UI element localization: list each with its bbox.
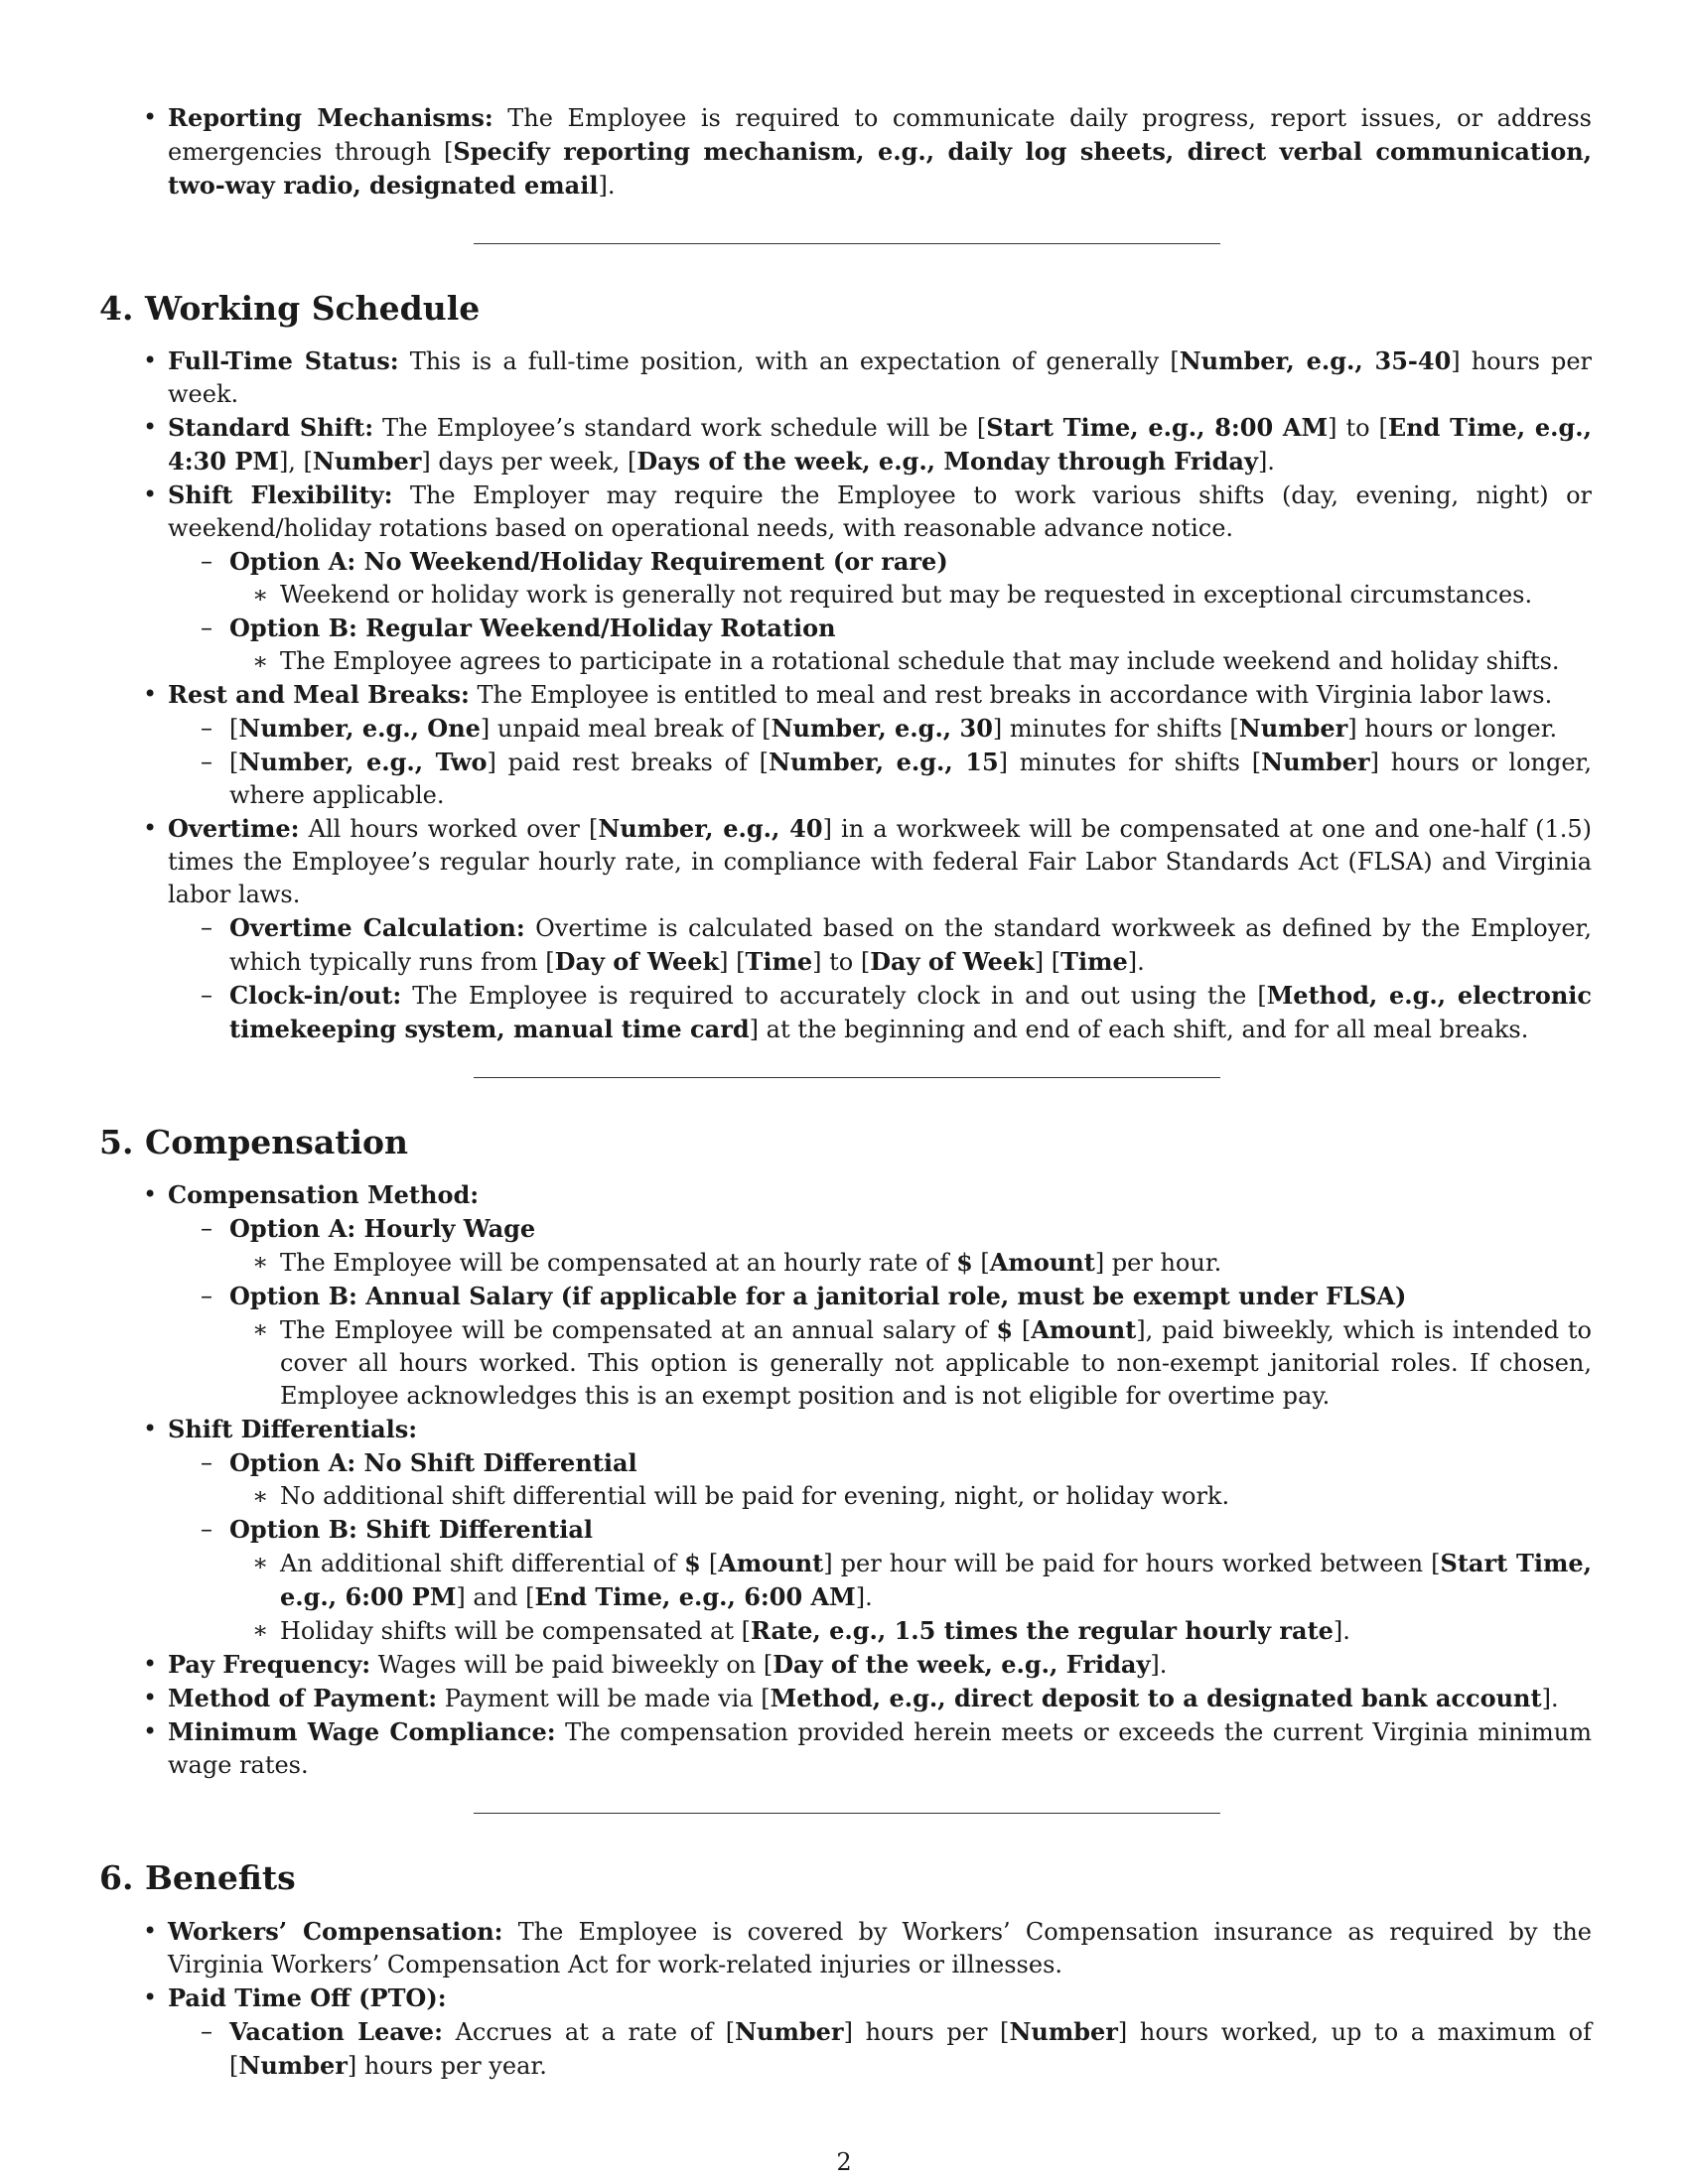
bold-text: Days of the week, e.g., Monday through Friday	[636, 447, 1258, 476]
bold-text: Amount	[989, 1248, 1095, 1277]
list-marker: •	[143, 1983, 158, 2011]
list-marker: –	[201, 614, 212, 641]
list-marker: ∗	[252, 1315, 269, 1343]
text-run: ].	[1127, 948, 1145, 976]
bold-text: Start Time, e.g., 8:00 AM	[986, 413, 1329, 442]
list-marker: •	[143, 480, 158, 508]
text-run: [	[1013, 1316, 1032, 1344]
text-run: ].	[1333, 1617, 1350, 1645]
text-run: Weekend or holiday work is generally not required but may be requested in exceptional circumstances.	[280, 581, 1533, 609]
option-b-salary-item	[201, 1280, 1592, 1313]
item-label: Reporting Mechanisms:	[168, 103, 493, 132]
bold-text: Number, e.g., 35-40	[1179, 346, 1452, 375]
option-b-differential-item	[201, 1513, 1592, 1547]
list-marker: •	[143, 1650, 158, 1678]
bold-text: Option A: Hourly Wage	[229, 1214, 536, 1243]
text-run: The Employee will be compensated at an annual salary of	[280, 1316, 997, 1344]
paid-time-off-item	[143, 1981, 1592, 2015]
list-item	[252, 1246, 1592, 1280]
bold-text: Number	[1009, 2017, 1118, 2046]
overtime-calculation-item	[201, 911, 1592, 979]
meal-break-item	[201, 712, 1592, 746]
bold-text: Pay Frequency:	[168, 1650, 371, 1679]
bold-text: Overtime Calculation:	[229, 913, 525, 942]
list-marker: •	[143, 1917, 158, 1945]
list-marker: –	[201, 981, 212, 1009]
reporting-mechanisms-item	[0, 101, 1688, 203]
bold-text: Number, e.g., 40	[598, 814, 823, 843]
option-a-weekend-item	[201, 545, 1592, 579]
list-item	[252, 1480, 1592, 1513]
text-run: [	[972, 1249, 990, 1277]
text-run: ] hours per year.	[347, 2052, 547, 2080]
bold-text: Shift Differentials:	[168, 1415, 418, 1443]
text-run: ] hours or longer, where applicable.	[229, 749, 1593, 809]
list-marker: ∗	[252, 1549, 269, 1576]
workers-compensation-item	[143, 1915, 1592, 1981]
bold-text: Workers’ Compensation:	[168, 1917, 503, 1946]
text-run: The compensation provided herein meets or exceeds the current Virginia minimum wage rates.	[168, 1718, 1592, 1779]
bold-text: $	[956, 1248, 973, 1277]
text-run: [	[229, 715, 239, 743]
bold-text: Rate, e.g., 1.5 times the regular hourly rate	[751, 1616, 1334, 1645]
list-marker: •	[143, 1415, 158, 1442]
text-run: The Employee will be compensated at an hourly rate of	[280, 1249, 957, 1277]
text-run: ] [	[1034, 948, 1061, 976]
bold-text: Day of Week	[554, 947, 720, 976]
text-run: ] days per week, [	[421, 448, 637, 476]
text-run: Payment will be made via [	[437, 1685, 771, 1712]
text-run: An additional shift differential of	[280, 1550, 685, 1577]
bold-text: Number	[1238, 714, 1348, 743]
text-run: [	[700, 1550, 719, 1577]
text-run: The Employee agrees to participate in a rotational schedule that may include weekend and holiday shifts.	[280, 647, 1560, 675]
text-run: ] in a workweek will be compensated at one and one-half (1.5) times the Employee’s regular hourly rate, in compliance with federal Fair Labor Standards Act (FLSA) and Virginia labor laws.	[168, 815, 1593, 908]
list-marker: –	[201, 1515, 212, 1543]
text-run: ] hours per [	[843, 2018, 1010, 2046]
section-divider	[474, 1077, 1220, 1078]
bold-text: Option A: No Shift Differential	[229, 1448, 637, 1477]
bold-text: Time	[745, 947, 813, 976]
bold-text: Compensation Method:	[168, 1180, 480, 1209]
bold-text: Number, e.g., Two	[238, 748, 488, 776]
bold-text: Method, e.g., direct deposit to a designated bank account	[770, 1684, 1542, 1712]
bold-text: $	[684, 1549, 701, 1577]
method-of-payment-item	[143, 1682, 1592, 1715]
bold-text: Start Time, e.g., 6:00 PM	[280, 1549, 1592, 1611]
section-heading-working-schedule	[99, 289, 480, 329]
list-marker: –	[201, 547, 212, 575]
list-marker: •	[143, 413, 158, 441]
text-run: ] hours worked, up to a maximum of [	[229, 2018, 1592, 2080]
list-marker: –	[201, 2017, 212, 2045]
text-run: ] per hour will be paid for hours worked between [	[823, 1550, 1441, 1577]
bold-text: End Time, e.g., 6:00 AM	[534, 1582, 856, 1611]
option-a-no-differential-item	[201, 1446, 1592, 1480]
list-item	[252, 645, 1592, 678]
text-run: Working Schedule	[145, 289, 481, 328]
list-marker: ∗	[252, 1616, 269, 1644]
text-run: Accrues at a rate of [	[442, 2018, 736, 2046]
shift-differentials-item	[143, 1413, 1592, 1446]
list-marker: –	[201, 1448, 212, 1476]
text-run: [	[229, 749, 239, 776]
bold-text: Full-Time Status:	[168, 346, 399, 375]
text-run: ] and [	[456, 1583, 535, 1611]
text-run: Wages will be paid biweekly on [	[370, 1651, 774, 1679]
list-marker: –	[201, 1214, 212, 1242]
list-item	[252, 579, 1592, 612]
standard-shift-item	[143, 411, 1593, 478]
text-run: ], paid biweekly, which is intended to cover all hours worked. This option is generally not applicable to non-exempt janitorial roles. If chosen, Employee acknowledges this is an exempt position and is not eligible for overtime pay.	[280, 1316, 1593, 1410]
section-divider	[474, 243, 1220, 244]
bold-text: Vacation Leave:	[229, 2017, 443, 2046]
bold-text: Number, e.g., 15	[769, 748, 999, 776]
bold-text: Specify reporting mechanism, e.g., daily log sheets, direct verbal communication, two-way radio, designated email	[168, 137, 1593, 200]
bold-text: Rest and Meal Breaks:	[168, 680, 470, 709]
pay-frequency-item	[143, 1648, 1592, 1682]
shift-flexibility-item	[143, 478, 1592, 545]
list-marker: –	[201, 913, 212, 941]
bold-text: Minimum Wage Compliance:	[168, 1717, 556, 1746]
text-run: Benefits	[145, 1858, 296, 1897]
text-run: ], [	[278, 448, 313, 476]
text-run: 4.	[99, 289, 134, 328]
text-run: ].	[598, 172, 616, 200]
bold-text: Number	[735, 2017, 844, 2046]
list-marker: •	[143, 1180, 158, 1208]
text-run: ] paid rest breaks of [	[487, 749, 770, 776]
text-run: The Employee is covered by Workers’ Compensation insurance as required by the Virginia Workers’ Compensation Act for work-related injuries or illnesses.	[168, 1918, 1592, 1979]
list-marker: •	[143, 814, 158, 842]
bold-text: Standard Shift:	[168, 413, 374, 442]
bold-text: Day of the week, e.g., Friday	[773, 1650, 1151, 1679]
text-run: The Employee is required to communicate daily progress, report issues, or address emergencies through [	[168, 104, 1593, 166]
text-run: 5.	[99, 1123, 134, 1161]
text-run: The Employee’s standard work schedule will be [	[373, 414, 987, 442]
text-run: ] per hour.	[1094, 1249, 1222, 1277]
bold-text: Paid Time Off (PTO):	[168, 1983, 447, 2012]
bold-text: Number, e.g., 30	[771, 714, 993, 743]
list-item	[252, 1547, 1592, 1614]
section-divider	[474, 1813, 1220, 1814]
bold-text: Day of Week	[870, 947, 1035, 976]
list-marker: •	[143, 346, 158, 374]
bold-text: Number	[238, 2051, 348, 2080]
compensation-method-item	[143, 1178, 1592, 1212]
vacation-leave-item	[201, 2015, 1592, 2083]
clock-in-out-item	[201, 979, 1593, 1046]
text-run: ].	[1150, 1651, 1168, 1679]
text-run: The Employer may require the Employee to work various shifts (day, evening, night) or weekend/holiday rotations based on operational needs, with reasonable advance notice.	[168, 481, 1592, 542]
text-run: The Employee is entitled to meal and rest breaks in accordance with Virginia labor laws.	[469, 681, 1553, 709]
bold-text: Method of Payment:	[168, 1684, 438, 1712]
bold-text: Number, e.g., One	[238, 714, 481, 743]
bold-text: $	[996, 1315, 1014, 1344]
bold-text: Amount	[1031, 1315, 1137, 1344]
option-a-hourly-item	[201, 1212, 1592, 1246]
text-run: Compensation	[145, 1123, 408, 1161]
list-marker: ∗	[252, 581, 269, 609]
bold-text: Clock-in/out:	[229, 981, 402, 1010]
text-run: ].	[855, 1583, 873, 1611]
bold-text: Option B: Shift Differential	[229, 1515, 593, 1544]
text-run: ] to [	[812, 948, 871, 976]
list-marker: •	[143, 680, 158, 708]
text-run: The Employee is required to accurately clock in and out using the [	[401, 982, 1267, 1010]
text-run: ] [	[719, 948, 746, 976]
bold-text: End Time, e.g., 4:30 PM	[168, 413, 1593, 476]
section-6-body	[0, 1915, 1688, 2083]
rest-break-item	[201, 746, 1593, 812]
bold-text: Option A: No Weekend/Holiday Requirement (or rare)	[229, 547, 948, 576]
list-marker: •	[143, 1684, 158, 1711]
list-marker: •	[143, 103, 158, 131]
list-marker: ∗	[252, 1248, 269, 1276]
list-marker: –	[201, 748, 212, 775]
bold-text: Time	[1060, 947, 1128, 976]
bold-text: Overtime:	[168, 814, 300, 843]
text-run: ] minutes for shifts [	[998, 749, 1262, 776]
list-marker: ∗	[252, 647, 269, 675]
text-run: 6.	[99, 1858, 134, 1897]
text-run: ] at the beginning and end of each shift, and for all meal breaks.	[749, 1016, 1529, 1043]
bold-text: Number	[1261, 748, 1370, 776]
section-5-body	[0, 1178, 1688, 1782]
bold-text: Number	[312, 447, 422, 476]
list-item	[252, 1313, 1593, 1413]
rest-meal-breaks-item	[143, 678, 1592, 712]
text-run: Holiday shifts will be compensated at [	[280, 1617, 751, 1645]
text-run: Overtime is calculated based on the standard workweek as defined by the Employer, which typically runs from [	[229, 914, 1592, 976]
full-time-status-item	[143, 344, 1593, 411]
section-heading-compensation	[99, 1123, 408, 1162]
text-run: ] unpaid meal break of [	[480, 715, 772, 743]
bold-text: Amount	[718, 1549, 824, 1577]
text-run: All hours worked over [	[299, 815, 599, 843]
option-b-weekend-item	[201, 612, 1592, 645]
list-marker: –	[201, 1282, 212, 1309]
text-run: This is a full-time position, with an expectation of generally [	[398, 347, 1180, 375]
text-run: ] to [	[1328, 414, 1388, 442]
text-run: ].	[1541, 1685, 1559, 1712]
overtime-item	[143, 812, 1593, 911]
section-heading-benefits	[99, 1858, 296, 1898]
bold-text: Option B: Regular Weekend/Holiday Rotation	[229, 614, 836, 642]
bold-text: Method, e.g., electronic timekeeping system, manual time card	[229, 981, 1593, 1043]
section-4-body	[0, 344, 1688, 1046]
text-run: No additional shift differential will be paid for evening, night, or holiday work.	[280, 1482, 1230, 1510]
text-run: ] minutes for shifts [	[992, 715, 1239, 743]
minimum-wage-item	[143, 1715, 1592, 1782]
text-run: ] hours or longer.	[1347, 715, 1558, 743]
page-number: 2	[836, 2148, 852, 2176]
list-marker: –	[201, 714, 212, 742]
list-marker: ∗	[252, 1482, 269, 1510]
text-run: ] hours per week.	[168, 347, 1593, 408]
bold-text: Option B: Annual Salary (if applicable for a janitorial role, must be exempt under FLSA)	[229, 1282, 1407, 1310]
list-marker: •	[143, 1717, 158, 1745]
text-run: ].	[1257, 448, 1275, 476]
list-item	[252, 1614, 1592, 1648]
bold-text: Shift Flexibility:	[168, 480, 393, 509]
